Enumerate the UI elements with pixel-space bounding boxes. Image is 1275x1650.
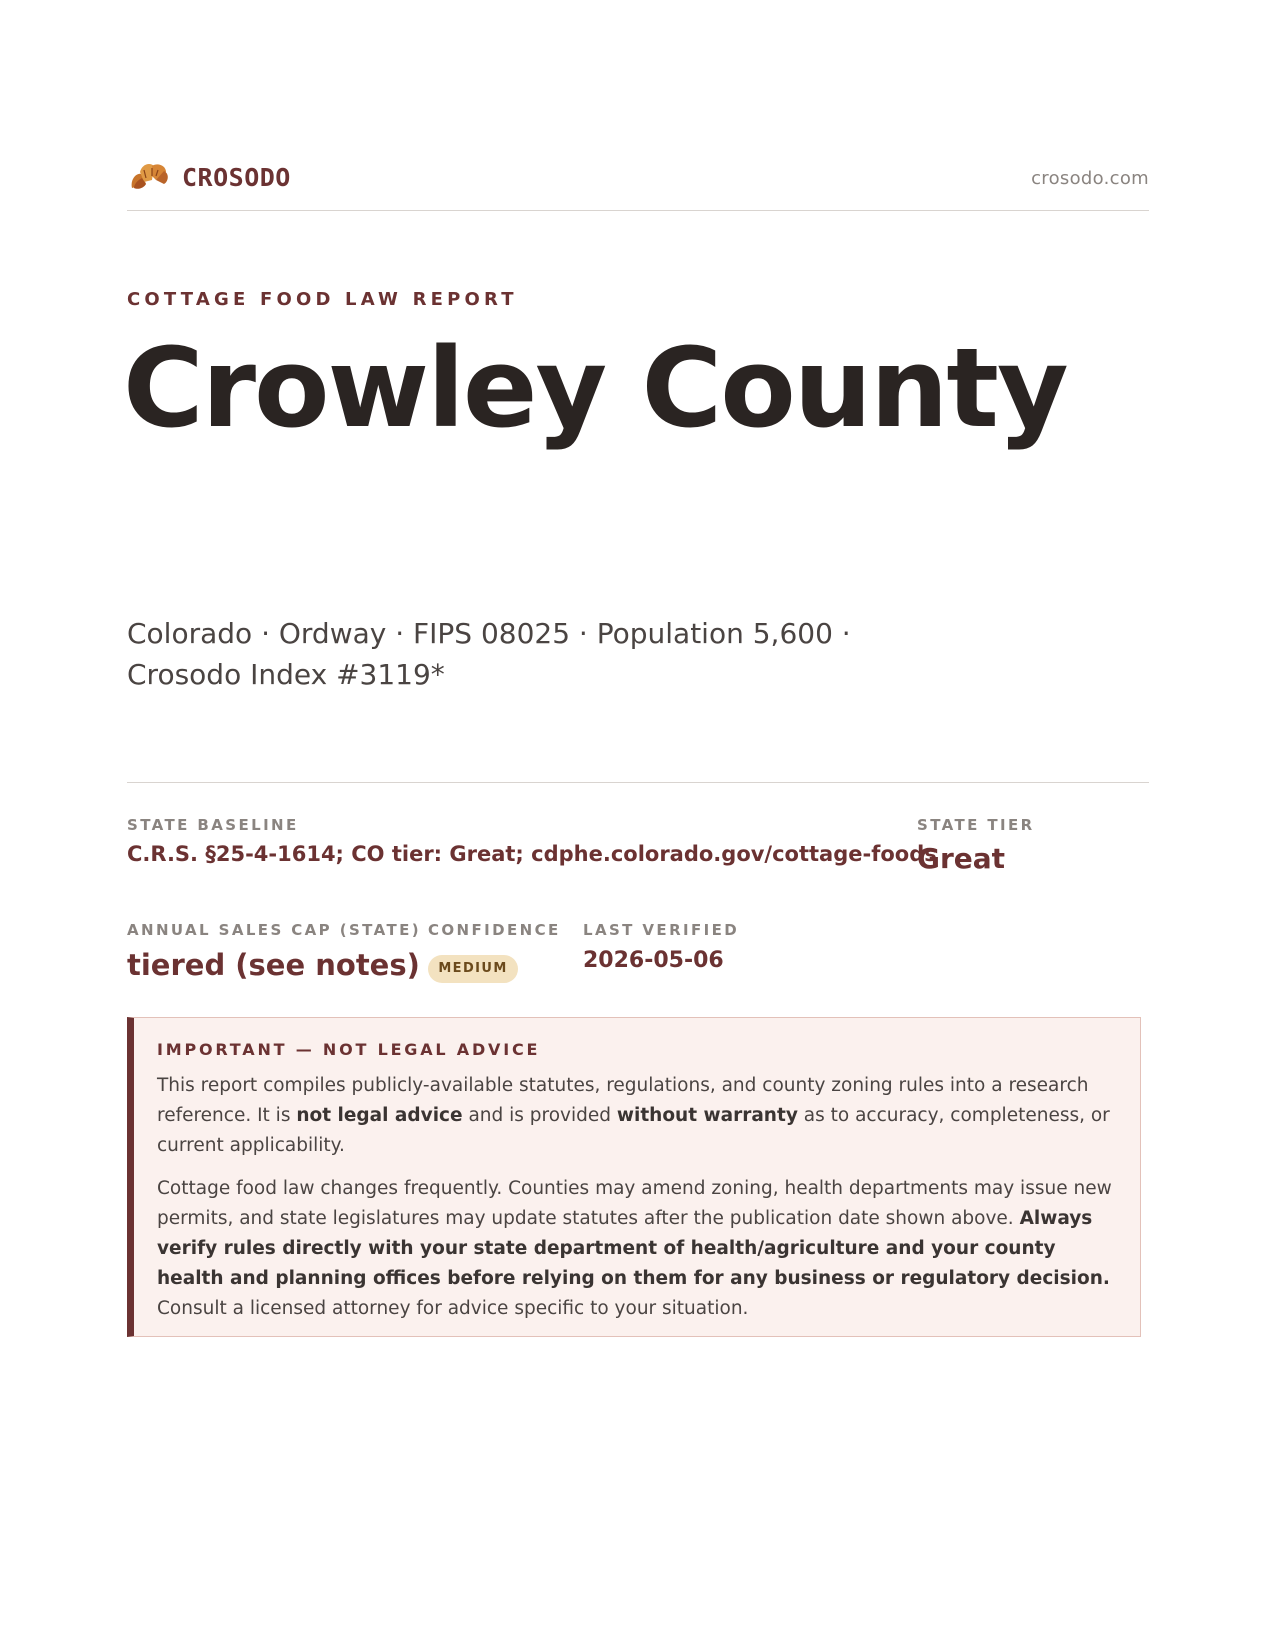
state-tier-value: Great	[917, 842, 1006, 875]
brand-name: CROSODO	[182, 163, 291, 192]
disclaimer-text: Cottage food law changes frequently. Counties may amend zoning, health departments may issue new permits, and state legislatures may update statutes after the publication date shown above.	[157, 1178, 1112, 1229]
disclaimer-emphasis: not legal advice	[296, 1105, 463, 1126]
confidence-badge: MEDIUM	[428, 955, 518, 983]
legal-disclaimer-box	[127, 1017, 1141, 1337]
disclaimer-paragraph-1	[157, 1071, 1127, 1161]
page-header	[127, 158, 1149, 211]
site-url[interactable]: crosodo.com	[1031, 168, 1149, 189]
state-baseline-value: C.R.S. §25-4-1614; CO tier: Great; cdphe.colorado.gov/cottage-foods	[127, 842, 937, 866]
section-divider	[127, 782, 1149, 783]
disclaimer-emphasis: Always verify rules directly with your state department of health/agriculture and your county health and planning offices before relying on them for any business or regulatory decision.	[157, 1208, 1110, 1289]
state-baseline-label: STATE BASELINE	[127, 816, 299, 834]
disclaimer-text: This report compiles publicly-available statutes, regulations, and county zoning rules into a research reference. It is	[157, 1075, 1089, 1126]
report-type-label: COTTAGE FOOD LAW REPORT	[127, 289, 518, 310]
last-verified-value: 2026-05-06	[583, 948, 724, 973]
location-summary	[127, 613, 887, 695]
disclaimer-paragraph-2	[157, 1174, 1127, 1324]
disclaimer-title: IMPORTANT — NOT LEGAL ADVICE	[157, 1040, 541, 1059]
disclaimer-text: and is provided	[462, 1105, 617, 1126]
location-summary-line-2: Crosodo Index #3119*	[127, 658, 445, 691]
last-verified-label: LAST VERIFIED	[583, 921, 740, 939]
location-summary-line-1: Colorado · Ordway · FIPS 08025 · Population 5,600 ·	[127, 617, 851, 650]
confidence-label: CONFIDENCE	[428, 921, 561, 939]
sales-cap-value: tiered (see notes)	[127, 948, 420, 982]
disclaimer-text: as to accuracy, completeness, or current applicability.	[157, 1105, 1110, 1156]
disclaimer-text: Consult a licensed attorney for advice specific to your situation.	[157, 1298, 749, 1319]
sales-cap-label: ANNUAL SALES CAP (STATE)	[127, 921, 422, 939]
state-tier-label: STATE TIER	[917, 816, 1035, 834]
croissant-icon	[128, 158, 170, 198]
page-title: Crowley County	[123, 324, 1067, 452]
disclaimer-emphasis: without warranty	[616, 1105, 798, 1126]
